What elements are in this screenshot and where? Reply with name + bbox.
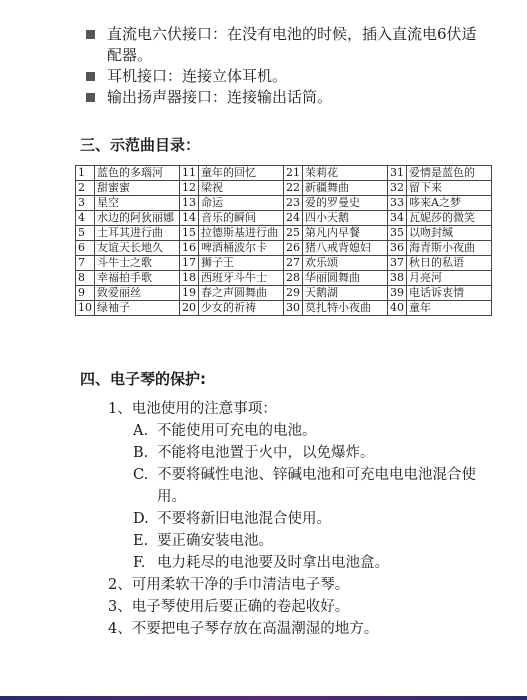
song-title: 月亮河 xyxy=(407,271,492,286)
song-title: 啤酒桶波尔卡 xyxy=(199,241,284,256)
table-row xyxy=(76,256,492,271)
song-title: 土耳其进行曲 xyxy=(95,226,180,241)
sub-item-label: E. xyxy=(133,533,149,549)
sub-item-text: 不能将电池置于火中，以免爆炸。 xyxy=(157,445,375,461)
sub-item-text: 不要将碱性电池、锌碱电池和可充电电电池混合使用。 xyxy=(157,467,476,505)
song-title: 致爱丽丝 xyxy=(95,286,180,301)
song-number: 40 xyxy=(388,301,407,316)
sub-item-text: 电力耗尽的电池要及时拿出电池盒。 xyxy=(157,555,389,571)
table-row xyxy=(76,286,492,301)
table-row xyxy=(76,196,492,211)
bullet-item xyxy=(82,87,512,108)
song-title: 华丽圆舞曲 xyxy=(303,271,388,286)
table-row xyxy=(76,301,492,316)
song-number: 1 xyxy=(76,166,95,181)
table-row xyxy=(76,166,492,181)
table-row xyxy=(76,271,492,286)
song-number: 17 xyxy=(180,256,199,271)
bullet-item xyxy=(82,66,512,87)
song-title: 莫扎特小夜曲 xyxy=(303,301,388,316)
sub-item-text: 不要将新旧电池混合使用。 xyxy=(157,511,331,527)
care-sub-item xyxy=(108,442,508,464)
bullet-item xyxy=(82,24,512,66)
song-title: 幸福拍手歌 xyxy=(95,271,180,286)
song-number: 6 xyxy=(76,241,95,256)
bullet-text: 耳机接口：连接立体耳机。 xyxy=(107,67,288,85)
sub-item-label: A. xyxy=(133,423,149,439)
song-number: 21 xyxy=(284,166,303,181)
song-title: 欢乐颂 xyxy=(303,256,388,271)
song-number: 23 xyxy=(284,196,303,211)
song-title: 拉德斯基进行曲 xyxy=(199,226,284,241)
table-row xyxy=(76,211,492,226)
song-title: 四小天鹅 xyxy=(303,211,388,226)
song-title: 童年的回忆 xyxy=(199,166,284,181)
bullet-text: 直流电六伏接口：在没有电池的时候，插入直流电6伏适配器。 xyxy=(107,25,477,64)
care-sub-item xyxy=(108,530,508,552)
song-title: 以吻封缄 xyxy=(407,226,492,241)
song-title: 甜蜜蜜 xyxy=(95,181,180,196)
song-title: 电话诉衷情 xyxy=(407,286,492,301)
care-sub-item xyxy=(108,552,508,574)
song-title: 梁祝 xyxy=(199,181,284,196)
song-number: 11 xyxy=(180,166,199,181)
song-number: 13 xyxy=(180,196,199,211)
song-number: 9 xyxy=(76,286,95,301)
song-number: 38 xyxy=(388,271,407,286)
song-title: 蓝色的多瑙河 xyxy=(95,166,180,181)
song-title: 秋日的私语 xyxy=(407,256,492,271)
demo-song-table xyxy=(75,165,492,316)
song-number: 22 xyxy=(284,181,303,196)
song-title: 瓦妮莎的微笑 xyxy=(407,211,492,226)
sub-item-label: B. xyxy=(133,445,149,461)
song-number: 10 xyxy=(76,301,95,316)
song-number: 35 xyxy=(388,226,407,241)
song-title: 命运 xyxy=(199,196,284,211)
square-bullet-icon xyxy=(86,72,95,81)
song-title: 爱情是蓝色的 xyxy=(407,166,492,181)
page-bottom-bar xyxy=(0,696,527,700)
song-number: 37 xyxy=(388,256,407,271)
song-title: 海青斯小夜曲 xyxy=(407,241,492,256)
care-sub-item xyxy=(108,464,508,508)
song-number: 4 xyxy=(76,211,95,226)
song-number: 36 xyxy=(388,241,407,256)
song-title: 天鹅湖 xyxy=(303,286,388,301)
care-sub-item xyxy=(108,420,508,442)
song-number: 29 xyxy=(284,286,303,301)
song-number: 28 xyxy=(284,271,303,286)
care-item: 2、可用柔软干净的手巾清洁电子琴。 xyxy=(108,577,350,593)
sub-item-label: C. xyxy=(133,467,149,483)
section-title-songs: 三、示范曲目录： xyxy=(80,136,201,154)
song-number: 3 xyxy=(76,196,95,211)
song-title: 猪八戒背媳妇 xyxy=(303,241,388,256)
song-number: 19 xyxy=(180,286,199,301)
song-number: 14 xyxy=(180,211,199,226)
song-title: 哆来A之梦 xyxy=(407,196,492,211)
song-title: 星空 xyxy=(95,196,180,211)
square-bullet-icon xyxy=(86,30,95,39)
care-item: 1、电池使用的注意事项： xyxy=(108,401,277,417)
song-title: 爱的罗曼史 xyxy=(303,196,388,211)
table-row xyxy=(76,226,492,241)
care-item: 4、不要把电子琴存放在高温潮湿的地方。 xyxy=(108,621,379,637)
sub-item-text: 要正确安装电池。 xyxy=(157,533,273,549)
song-number: 20 xyxy=(180,301,199,316)
song-title: 友谊天长地久 xyxy=(95,241,180,256)
care-instructions xyxy=(108,398,508,640)
song-title: 斗牛士之歌 xyxy=(95,256,180,271)
song-number: 2 xyxy=(76,181,95,196)
song-title: 水边的阿狄丽娜 xyxy=(95,211,180,226)
song-title: 新疆舞曲 xyxy=(303,181,388,196)
song-number: 5 xyxy=(76,226,95,241)
connector-list xyxy=(82,24,512,108)
table-row xyxy=(76,241,492,256)
song-number: 27 xyxy=(284,256,303,271)
song-number: 18 xyxy=(180,271,199,286)
song-number: 34 xyxy=(388,211,407,226)
care-sub-item xyxy=(108,508,508,530)
song-number: 25 xyxy=(284,226,303,241)
song-number: 33 xyxy=(388,196,407,211)
song-title: 绿袖子 xyxy=(95,301,180,316)
song-number: 16 xyxy=(180,241,199,256)
square-bullet-icon xyxy=(86,93,95,102)
song-title: 春之声圆舞曲 xyxy=(199,286,284,301)
song-number: 24 xyxy=(284,211,303,226)
song-number: 15 xyxy=(180,226,199,241)
song-number: 7 xyxy=(76,256,95,271)
song-title: 留下来 xyxy=(407,181,492,196)
song-number: 30 xyxy=(284,301,303,316)
care-item: 3、电子琴使用后要正确的卷起收好。 xyxy=(108,599,350,615)
song-number: 26 xyxy=(284,241,303,256)
song-title: 音乐的瞬间 xyxy=(199,211,284,226)
sub-item-label: D. xyxy=(133,511,149,527)
bullet-text: 输出扬声器接口：连接输出话筒。 xyxy=(107,88,333,106)
sub-item-label: F. xyxy=(133,555,146,571)
song-number: 8 xyxy=(76,271,95,286)
section-title-care: 四、电子琴的保护: xyxy=(80,370,206,388)
song-title: 童年 xyxy=(407,301,492,316)
song-title: 狮子王 xyxy=(199,256,284,271)
song-title: 第凡内早餐 xyxy=(303,226,388,241)
song-title: 少女的祈祷 xyxy=(199,301,284,316)
song-title: 茉莉花 xyxy=(303,166,388,181)
song-number: 12 xyxy=(180,181,199,196)
table-row xyxy=(76,181,492,196)
song-number: 32 xyxy=(388,181,407,196)
song-number: 39 xyxy=(388,286,407,301)
song-number: 31 xyxy=(388,166,407,181)
sub-item-text: 不能使用可充电的电池。 xyxy=(157,423,317,439)
song-title: 西班牙斗牛士 xyxy=(199,271,284,286)
